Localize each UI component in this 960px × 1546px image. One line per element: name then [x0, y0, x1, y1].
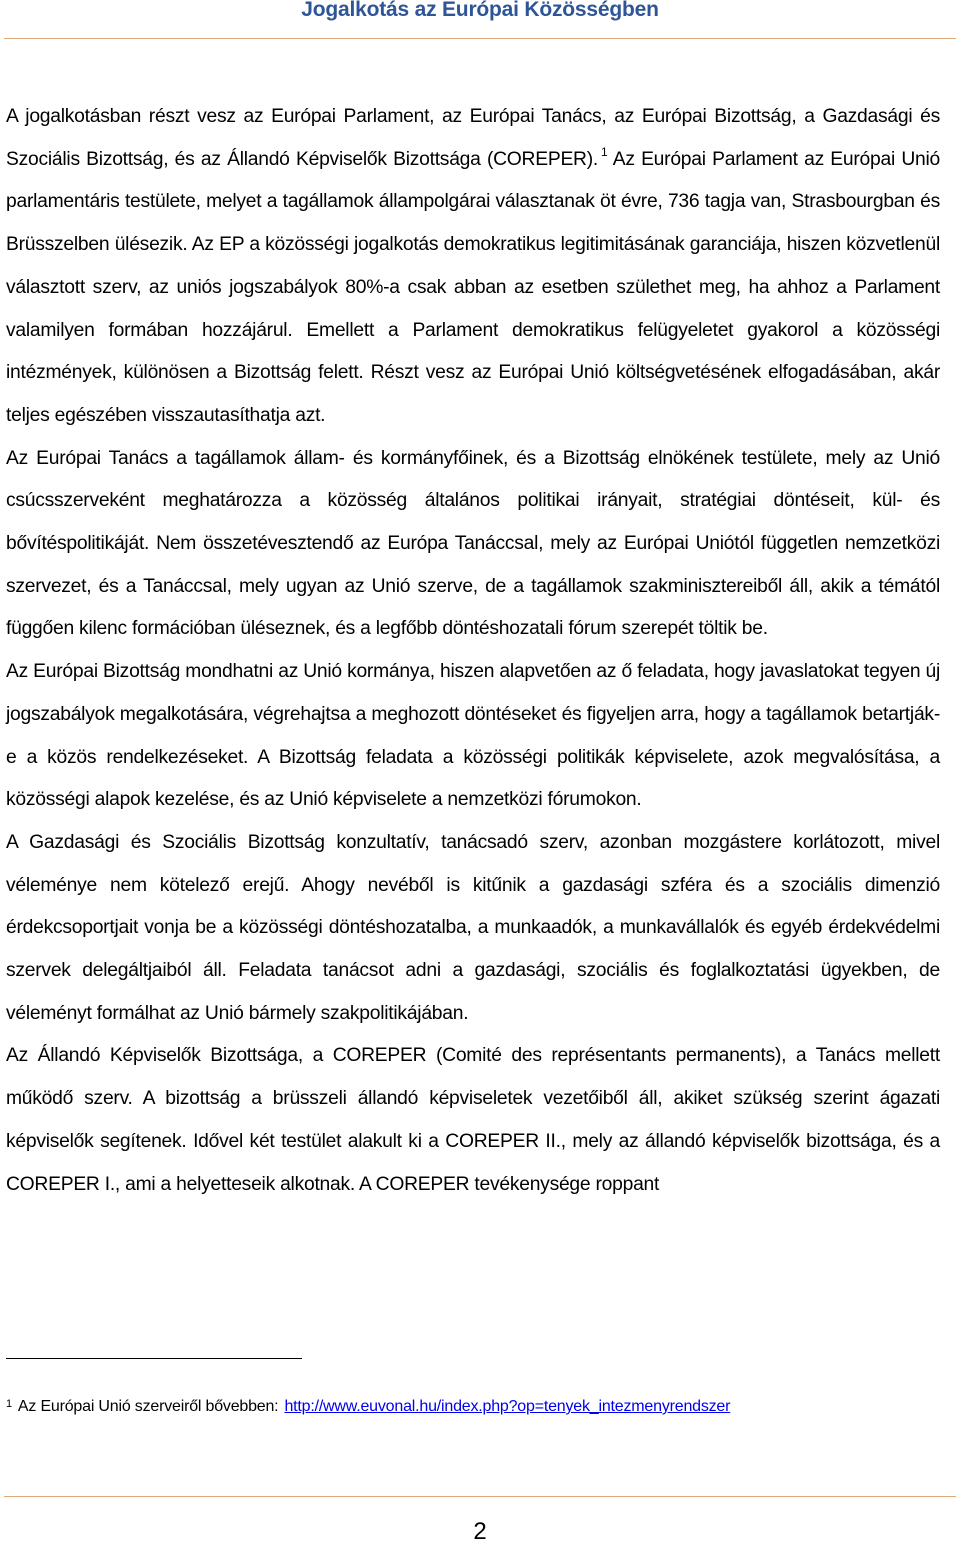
footnote-separator: [6, 1358, 302, 1359]
page-title: Jogalkotás az Európai Közösségben: [301, 0, 659, 21]
header-divider: [4, 38, 956, 39]
footnote-reference[interactable]: 1: [601, 144, 608, 159]
footer-divider: [4, 1496, 956, 1497]
footnote-link[interactable]: http://www.euvonal.hu/index.php?op=tenyek_intezmenyrendszer: [284, 1398, 731, 1415]
paragraph-intro-text: A jogalkotásban részt vesz az Európai Parlament, az Európai Tanács, az Európai Bizottság, a Gazdasági és Szociális Bizottság, és az Állandó Képviselők Bizottsága (COREPER).: [6, 106, 940, 170]
footnote-text: Az Európai Unió szerveiről bővebben:: [17, 1398, 279, 1415]
page-number: 2: [473, 1518, 487, 1545]
document-body: [6, 96, 940, 1206]
footnote-number: 1: [6, 1398, 12, 1410]
paragraph-institutions: [6, 96, 940, 438]
paragraph-european-commission: Az Európai Bizottság mondhatni az Unió kormánya, hiszen alapvetően az ő feladata, hogy javaslatokat tegyen új jogszabályok megalkotására, végrehajtsa a meghozott döntéseket és figyeljen arra, hogy a tagállamok betartják-e a közös rendelkezéseket. A Bizottság feladata a közösségi politikák képviselete, azok megvalósítása, a közösségi alapok kezelése, és az Unió képviselete a nemzetközi fórumokon.: [6, 661, 940, 811]
paragraph-european-council: Az Európai Tanács a tagállamok állam- és kormányfőinek, és a Bizottság elnökének testülete, mely az Unió csúcsszerveként meghatározza a közösség általános politikai irányait, stratégiai döntéseit, kül- és bővítéspolitikáját. Nem összetévesztendő az Európa Tanáccsal, mely az Európai Uniótól független nemzetközi szervezet, és a Tanáccsal, mely ugyan az Unió szerve, de a tagállamok szakminisztereiből áll, akik a témától függően kilenc formációban üléseznek, és a legfőbb döntéshozatali fórum szerepét töltik be.: [6, 447, 940, 640]
paragraph-coreper: Az Állandó Képviselők Bizottsága, a COREPER (Comité des représentants permanents), a Tanács mellett működő szerv. A bizottság a brüsszeli állandó képviseletek vezetőiből áll, akiket szükség szerint ágazati képviselők segítenek. Idővel két testület alakult ki a COREPER II., mely az állandó képviselők bizottsága, és a COREPER I., ami a helyetteseik alkotnak. A COREPER tevékenysége roppant: [6, 1045, 940, 1195]
paragraph-economic-social-committee: A Gazdasági és Szociális Bizottság konzultatív, tanácsadó szerv, azonban mozgástere korlátozott, mivel véleménye nem kötelező erejű. Ahogy nevéből is kitűnik a gazdasági szféra és a szociális dimenzió érdekcsoportjait vonja be a közösségi döntéshozatalba, a munkaadók, a munkavállalók és egyéb érdekvédelmi szervek delegáltjaiból áll. Feladata tanácsot adni a gazdasági, szociális és foglalkoztatási ügyekben, de véleményt formálhat az Unió bármely szakpolitikájában.: [6, 831, 940, 1024]
paragraph-parliament-text: Az Európai Parlament az Európai Unió parlamentáris testülete, melyet a tagállamok állampolgárai választanak öt évre, 736 tagja van, Strasbourgban és Brüsszelben ülésezik. Az EP a közösségi jogalkotás demokratikus legitimitásának garanciája, hiszen közvetlenül választott szerv, az uniós jogszabályok 80%-a csak abban az esetben születhet meg, ha ahhoz a Parlament valamilyen formában hozzájárul. Emellett a Parlament demokratikus felügyeletet gyakorol a közösségi intézmények, különösen a Bizottság felett. Részt vesz az Európai Unió költségvetésének elfogadásában, akár teljes egészében visszautasíthatja azt.: [6, 148, 940, 426]
footnote: [6, 1392, 946, 1419]
